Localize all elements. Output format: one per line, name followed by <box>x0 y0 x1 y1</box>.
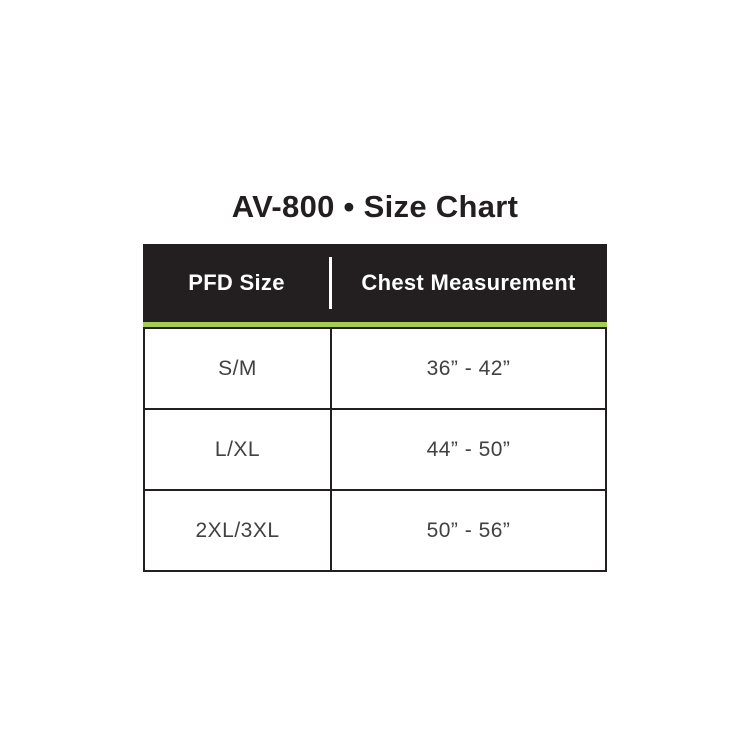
column-header-chest-measurement: Chest Measurement <box>361 270 576 295</box>
column-header-pfd-size: PFD Size <box>188 270 285 295</box>
chest-measurement-cell: 44” - 50” <box>330 410 605 489</box>
table-row <box>145 329 605 408</box>
size-chart-table <box>143 244 607 572</box>
header-divider <box>329 257 332 309</box>
table-header-row <box>143 244 607 322</box>
chest-measurement-cell: 36” - 42” <box>330 329 605 408</box>
table-body <box>143 327 607 572</box>
chest-measurement-cell: 50” - 56” <box>330 491 605 570</box>
size-cell: S/M <box>218 356 257 380</box>
size-cell: L/XL <box>214 437 261 461</box>
table-row <box>145 408 605 489</box>
page-title: AV-800 • Size Chart <box>231 189 519 224</box>
table-row <box>145 489 605 570</box>
size-cell: 2XL/3XL <box>195 518 280 542</box>
